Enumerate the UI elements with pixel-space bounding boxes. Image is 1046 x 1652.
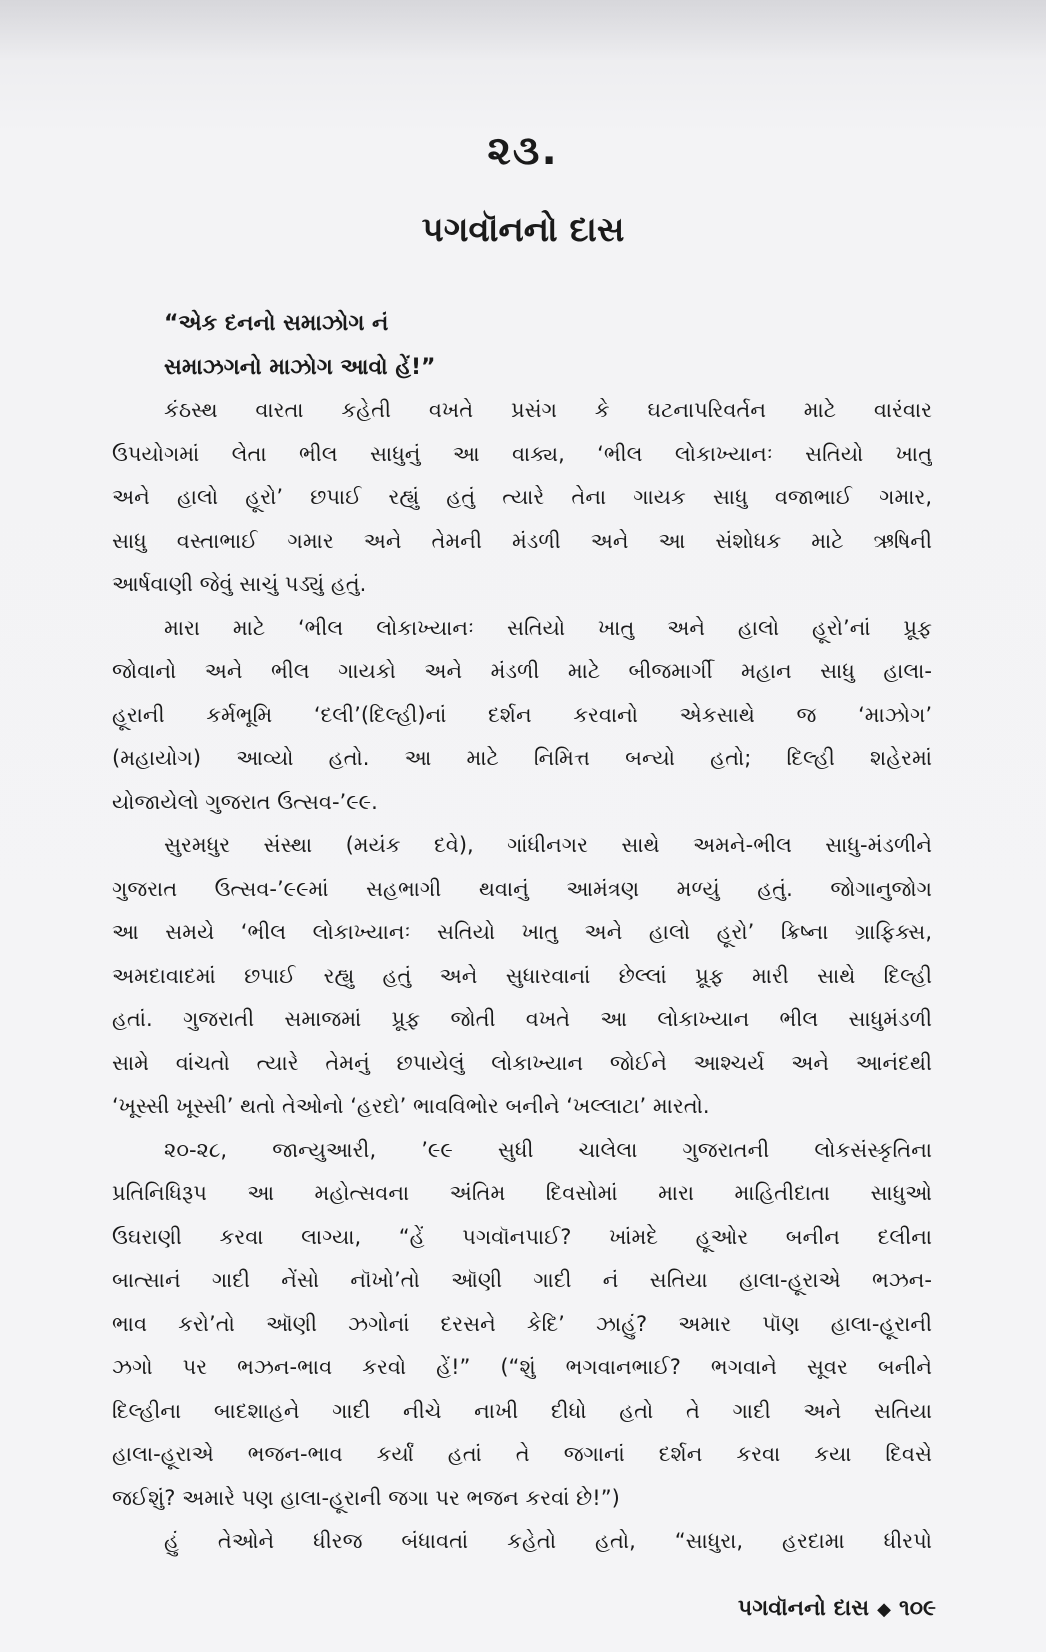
running-title: પગવૉનનો દાસ xyxy=(737,1596,870,1621)
text-line: “એક દનનો સમાઝોગ નં xyxy=(164,311,389,336)
text-line: હું તેઓને ધીરજ બંધાવતાં કહેતો હતો, “સાધુરા, હરદામા ધીરપો xyxy=(164,1529,932,1553)
chapter-number: ૨૩. xyxy=(487,128,559,174)
text-line: સમાઝગનો માઝોગ આવો હેં!” xyxy=(164,354,436,380)
text-line: અમદાવાદમાં છપાઈ રહ્યુ હતું અને સુધારવાનાં છેલ્લાં પ્રૂફ મારી સાથે દિલ્હી xyxy=(112,963,932,988)
body-text xyxy=(112,302,932,1564)
text-line: મારા માટે ‘ભીલ લોકાખ્યાનઃ સતિયો ખાતુ અને હાલો હૂરો’નાં પ્રૂફ xyxy=(164,615,932,640)
text-line: હૂરાની કર્મભૂમિ ‘દલી’(દિલ્હી)નાં દર્શન કરવાનો એકસાથે જ ‘માઝોગ’ xyxy=(112,702,932,727)
text-line: હતાં. ગુજરાતી સમાજમાં પ્રૂફ જોતી વખતે આ લોકાખ્યાન ભીલ સાધુમંડળી xyxy=(112,1007,932,1031)
separator-diamond-icon: ◆ xyxy=(877,1599,891,1620)
text-line: જઈશું? અમારે પણ હાલા-હૂરાની જગા પર ભજન કરવાં છે!”) xyxy=(112,1485,620,1510)
text-line: હાલા-હૂરાએ ભજન-ભાવ કર્યાં હતાં તે જગાનાં દર્શન કરવા કયા દિવસે xyxy=(112,1442,932,1466)
text-line: સાધુ વસ્તાભાઈ ગમાર અને તેમની મંડળી અને આ સંશોધક માટે ઋષિની xyxy=(112,528,932,553)
text-line: ઉઘરાણી કરવા લાગ્યા, “હેં પગવૉનપાઈ? ખાંમદે હૂઓર બનીન દલીના xyxy=(112,1224,932,1249)
text-line: (મહાયોગ) આવ્યો હતો. આ માટે નિમિત્ત બન્યો હતો; દિલ્હી શહેરમાં xyxy=(112,746,932,770)
top-bleed-shadow xyxy=(0,0,1046,60)
text-line: ભાવ કરો’તો ઑણી ઝગોનાં દરસને કેદિ’ ઝાહું? અમાર પૉણ હાલા-હૂરાની xyxy=(112,1311,932,1336)
text-line: ‘ખૂસ્સી ખૂસ્સી’ થતો તેઓનો ‘હરદો’ ભાવવિભોર બનીને ‘ખલ્લાટા’ મારતો. xyxy=(112,1094,710,1118)
page-number: ૧૦૯ xyxy=(898,1596,936,1621)
text-line: યોજાયેલો ગુજરાત ઉત્સવ-’૯૯. xyxy=(112,789,378,814)
text-line: જોવાનો અને ભીલ ગાયકો અને મંડળી માટે બીજમાર્ગી મહાન સાધુ હાલા- xyxy=(112,659,932,683)
text-line: સામે વાંચતો ત્યારે તેમનું છપાયેલું લોકાખ્યાન જોઈને આશ્ચર્ય અને આનંદથી xyxy=(112,1050,932,1075)
page-footer xyxy=(738,1596,936,1621)
text-line: આ સમયે ‘ભીલ લોકાખ્યાનઃ સતિયો ખાતુ અને હાલો હૂરો’ ક્રિષ્ના ગ્રાફિક્સ, xyxy=(112,920,932,944)
chapter-title: પગવૉનનો દાસ xyxy=(421,210,625,250)
text-line: સુરમધુર સંસ્થા (મયંક દવે), ગાંધીનગર સાથે અમને-ભીલ સાધુ-મંડળીને xyxy=(164,833,932,857)
text-line: આર્ષવાણી જેવું સાચું પડ્યું હતું. xyxy=(112,572,367,596)
text-line: અને હાલો હૂરો’ છપાઈ રહ્યું હતું ત્યારે તેના ગાયક સાધુ વજાભાઈ ગમાર, xyxy=(112,485,932,509)
text-line: દિલ્હીના બાદશાહને ગાદી નીચે નાખી દીધો હતો તે ગાદી અને સતિયા xyxy=(112,1398,932,1423)
text-line: કંઠસ્થ વારતા કહેતી વખતે પ્રસંગ કે ઘટનાપરિવર્તન માટે વારંવાર xyxy=(164,398,932,422)
text-line: બાત્સાનં ગાદી નેંસો નૉખો’તો ઑણી ગાદી નં સતિયા હાલા-હૂરાએ ભઝન- xyxy=(112,1268,932,1292)
text-line: ૨૦-૨૮, જાન્યુઆરી, ’૯૯ સુધી ચાલેલા ગુજરાતની લોકસંસ્કૃતિના xyxy=(164,1137,932,1162)
text-line: પ્રતિનિધિરૂપ આ મહોત્સવના અંતિમ દિવસોમાં મારા માહિતીદાતા સાધુઓ xyxy=(112,1181,932,1205)
text-line: ઉપયોગમાં લેતા ભીલ સાધુનું આ વાક્ય, ‘ભીલ લોકાખ્યાનઃ સતિયો ખાતુ xyxy=(112,441,932,466)
text-line: ગુજરાત ઉત્સવ-’૯૯માં સહભાગી થવાનું આમંત્રણ મળ્યું હતું. જોગાનુજોગ xyxy=(112,876,932,901)
text-line: ઝગો પર ભઝન-ભાવ કરવો હેં!” (“શું ભગવાનભાઈ? ભગવાને સૂવર બનીને xyxy=(112,1355,932,1379)
